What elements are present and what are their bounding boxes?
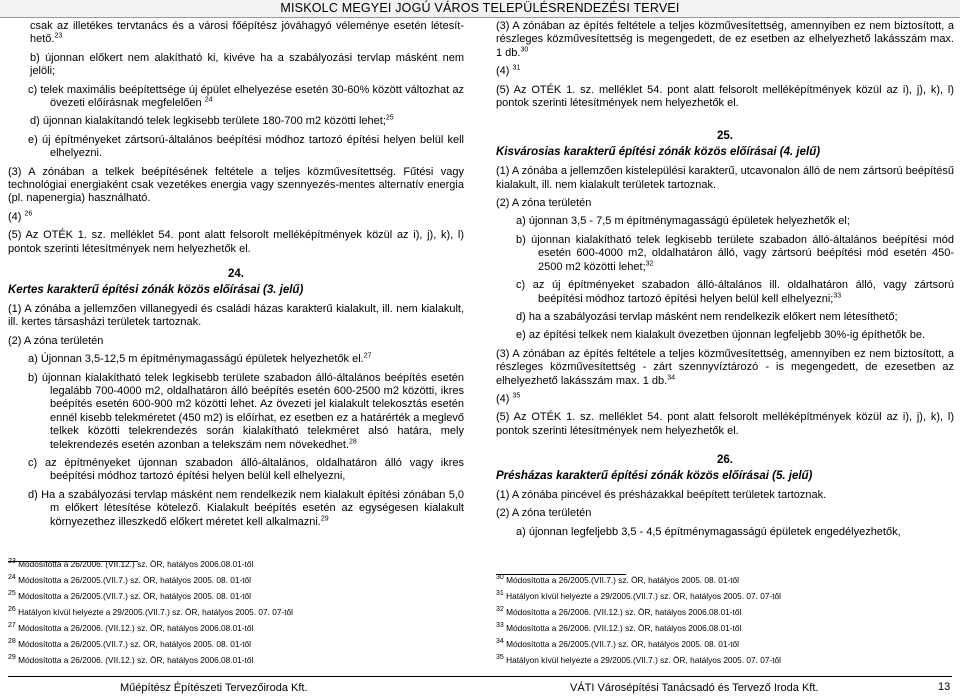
footnote-text: Hatályon kívül helyezte a 29/2005.(VII.7.) sz. ÖR, hatályos 2005. 07. 07-től <box>506 591 781 601</box>
footnote-text: Módosította a 26/2005.(VII.7.) sz. ÖR, hatályos 2005. 08. 01-től <box>506 639 740 649</box>
list-item: c) telek maximális beépítettsége új épület elhelyezése esetén 30-60% között változhat az övezeti előírásnak megfelelően $^{24}$ <box>28 83 464 110</box>
footnote <box>8 556 468 572</box>
section-title: Kisvárosias karakterű építési zónák közös előírásai (4. jelű) <box>496 145 821 158</box>
left-footnotes <box>8 556 468 668</box>
page-header <box>0 0 960 18</box>
footnote-text: Módosította a 26/2006. (VII.12.) sz. ÖR, hatályos 2006.08.01-től <box>506 607 742 617</box>
list-item: d) Ha a szabályozási tervlap másként nem rendelkezik nem kialakult építési zónában 5,0 m előkert létesítése kötelező. Kialakult beépítés esetén az egységesen kialakult környezethez illeszkedő előkert méretet kell alkalmazni.$^{29}$ <box>28 488 464 528</box>
footnote-number: 29 <box>8 654 16 662</box>
footnote <box>8 588 468 604</box>
footnote-text: Hatályon kívül helyezte a 29/2005.(VII.7.) sz. ÖR, hatályos 2005. 07. 07-től <box>506 655 781 665</box>
footnote-text: Módosította a 26/2005.(VII.7.) sz. ÖR, hatályos 2005. 08. 01-től <box>18 639 252 649</box>
list-item: c) az új építményeket szabadon álló-általános ill. oldalhatáron álló, vagy zártsorú beépítési módhoz tartozó építési helyen belül kell elhelyezni;$^{33}$ <box>516 279 954 305</box>
footnote-number: 30 <box>496 574 504 582</box>
footnote-number: 24 <box>8 574 16 582</box>
footnote <box>8 604 468 620</box>
right-footnotes <box>496 572 956 668</box>
footnote-number: 34 <box>496 638 504 646</box>
list-item: d) újonnan kialakítandó telek legkisebb területe 180-700 m2 közötti lehet;$^{25}$ <box>30 114 394 128</box>
paragraph: (2) A zóna területén <box>496 507 592 520</box>
footnote-number: 32 <box>496 606 504 614</box>
footnote <box>496 604 956 620</box>
section-number: 26. <box>717 454 733 467</box>
paragraph: (3) A zónában az építés feltétele a teljes közművesítettség, amennyiben ez nem biztosított, a részleges közművesítettség is megengedett, de ez esetben az elhelyezhető lakásszám max. 1 db.$^{30}$ <box>496 20 954 59</box>
footnote-number: 26 <box>8 606 16 614</box>
left-column <box>8 20 464 534</box>
footnote-text: Módosította a 26/2006. (VII.12.) sz. ÖR, hatályos 2006.08.01-től <box>18 559 254 569</box>
list-item: b) újonnan kialakítható telek legkisebb területe szabadon álló-általános beépítési mód esetén 600-4000 m2, oldalhatáron álló, vagy zártsorú beépítési mód esetén 450-2500 m2 közötti lehet;$^{32}$ <box>516 233 954 273</box>
footnote <box>8 572 468 588</box>
footnote-text: Módosította a 26/2006. (VII.12.) sz. ÖR, hatályos 2006.08.01-től <box>506 623 742 633</box>
section-number: 25. <box>717 130 733 143</box>
footnote <box>8 652 468 668</box>
footnote <box>496 572 956 588</box>
paragraph: (1) A zónába a jellemzően kistelepülési karakterű, utcavonalon álló de nem zártsorú beépítésű kialakult, ill. nem kialakult területek tartoznak. <box>496 165 954 191</box>
footer-left: Műépítész Építészeti Tervezőiroda Kft. <box>120 682 308 694</box>
footnote <box>8 636 468 652</box>
footnote-number: 35 <box>496 654 504 662</box>
paragraph: (3) A zónában a telkek beépítésének feltétele a teljes közművesítettség. Fűtési vagy technológiai energiaként csak vezetékes energia vagy szennyezés-mentes alternatív energia (pl. napenergia) használható. <box>8 165 464 205</box>
section-title: Kertes karakterű építési zónák közös előírásai (3. jelű) <box>8 283 304 296</box>
footer-right: VÁTI Városépítési Tanácsadó és Tervező Iroda Kft. <box>570 682 819 694</box>
footnote-number: 27 <box>8 622 16 630</box>
footnote-number: 23 <box>8 558 16 566</box>
footnote <box>496 636 956 652</box>
section-title: Présházas karakterű építési zónák közös előírásai (5. jelű) <box>496 469 813 482</box>
header-title: MISKOLC MEGYEI JOGÚ VÁROS TELEPÜLÉSRENDEZÉSI TERVEI <box>280 1 680 15</box>
list-item: a) Újonnan 3,5-12,5 m építménymagasságú épületek helyezhetők el.$^{27}$ <box>28 352 372 366</box>
paragraph: (1) A zónába a jellemzően villanegyedi és családi házas karakterű kialakult, ill. nem kialakult, ill. kertes társasházi területek tartoznak. <box>8 302 464 329</box>
footnote-number: 31 <box>496 590 504 598</box>
footnote-text: Hatályon kívül helyezte a 29/2005.(VII.7.) sz. ÖR, hatályos 2005. 07. 07-től <box>18 607 293 617</box>
footnote-text: Módosította a 26/2005.(VII.7.) sz. ÖR, hatályos 2005. 08. 01-től <box>18 591 252 601</box>
list-item: e) új építményeket zártsorú-általános beépítési módhoz tartozó építési helyen belül kell elhelyezni. <box>28 133 464 160</box>
list-item: a) újonnan legfeljebb 3,5 - 4,5 építménymagasságú épületek engedélyezhetők, <box>516 525 901 538</box>
paragraph: csak az illetékes tervtanács és a városi főépítész jóváhagyó véleménye esetén létesít-hető.$^{23}$ <box>30 20 464 46</box>
paragraph: (1) A zónába pincével és présházakkal beépített területek tartoznak. <box>496 488 827 501</box>
paragraph: (4) $^{31}$ <box>496 64 521 78</box>
list-item: a) újonnan 3,5 - 7,5 m építménymagasságú épületek helyezhetők el; <box>516 215 850 228</box>
footnote <box>496 588 956 604</box>
page-number: 13 <box>938 681 951 693</box>
footnote-text: Módosította a 26/2006. (VII.12.) sz. ÖR, hatályos 2006.08.01-től <box>18 623 254 633</box>
footnote-number: 33 <box>496 622 504 630</box>
paragraph: (2) A zóna területén <box>8 334 104 347</box>
paragraph: (5) Az OTÉK 1. sz. melléklet 54. pont alatt felsorolt melléképítmények közül az i), j), k), l) pontok szerinti létesítmények nem helyezhetők el. <box>496 83 954 110</box>
list-item: c) az építményeket újonnan szabadon álló-általános, oldalhatáron álló vagy ikres beépítési módhoz tartozó építési helyen belül kell elhelyezni, <box>28 456 464 483</box>
paragraph: (4) $^{26}$ <box>8 210 33 223</box>
section-number: 24. <box>228 268 244 281</box>
footnote-number: 25 <box>8 590 16 598</box>
footnote <box>496 652 956 668</box>
paragraph: (2) A zóna területén <box>496 197 592 210</box>
footer-rule <box>8 676 952 677</box>
paragraph: (5) Az OTÉK 1. sz. melléklet 54. pont alatt felsorolt melléképítmények közül az i), j), k), l) pontok szerinti létesítmények nem helyezhetők el. <box>8 229 464 255</box>
footnote <box>496 620 956 636</box>
list-item: d) ha a szabályozási tervlap másként nem rendelkezik előkert nem létesíthető; <box>516 310 898 323</box>
footnote-text: Módosította a 26/2005.(VII.7.) sz. ÖR, hatályos 2005. 08. 01-től <box>18 575 252 585</box>
paragraph: (5) Az OTÉK 1. sz. melléklet 54. pont alatt felsorolt melléképítmények közül az i), j), k), l) pontok szerinti létesítmények nem helyezhetők el. <box>496 411 954 437</box>
paragraph: (4) $^{35}$ <box>496 392 521 405</box>
footnote-number: 28 <box>8 638 16 646</box>
paragraph: (3) A zónában az építés feltétele a teljes közművesítettség, amennyiben ez nem biztosított, a részleges közművesítettség - zárt szennyvíztározó - is megengedett, de ezesetben az elhelyezhető lakásszám max. 1 db.$^{34}$ <box>496 347 954 387</box>
list-item: b) újonnan előkert nem alakítható ki, kivéve ha a szabályozási tervlap másként nem jelöli; <box>30 51 464 78</box>
footnote <box>8 620 468 636</box>
footnote-text: Módosította a 26/2005.(VII.7.) sz. ÖR, hatályos 2005. 08. 01-től <box>506 575 740 585</box>
right-column <box>496 20 954 544</box>
list-item: b) újonnan kialakítható telek legkisebb területe szabadon álló-általános beépítés esetén legalább 700-4000 m2, oldalhatáron álló beépítés esetén 600-2500 m2 közötti, ikres beépítés esetén 600-900 m2 közötti lehet. Az övezeti jel kialakult telekosztás esetén ennél kisebb telekméretet (450 m2) is előírhat, ez esetben ez a határérték a meglevő telkek közötti telekrendezés során kialakítható telekméret alsó határa, mely telekrendezés esetén azonban a telekszám nem növekedhet.$^{28}$ <box>28 371 464 451</box>
footnote-text: Módosította a 26/2006. (VII.12.) sz. ÖR, hatályos 2006.08.01-től <box>18 655 254 665</box>
list-item: e) az építési telkek nem kialakult övezetben újonnan legfeljebb 30%-ig építhetők be. <box>516 329 926 342</box>
